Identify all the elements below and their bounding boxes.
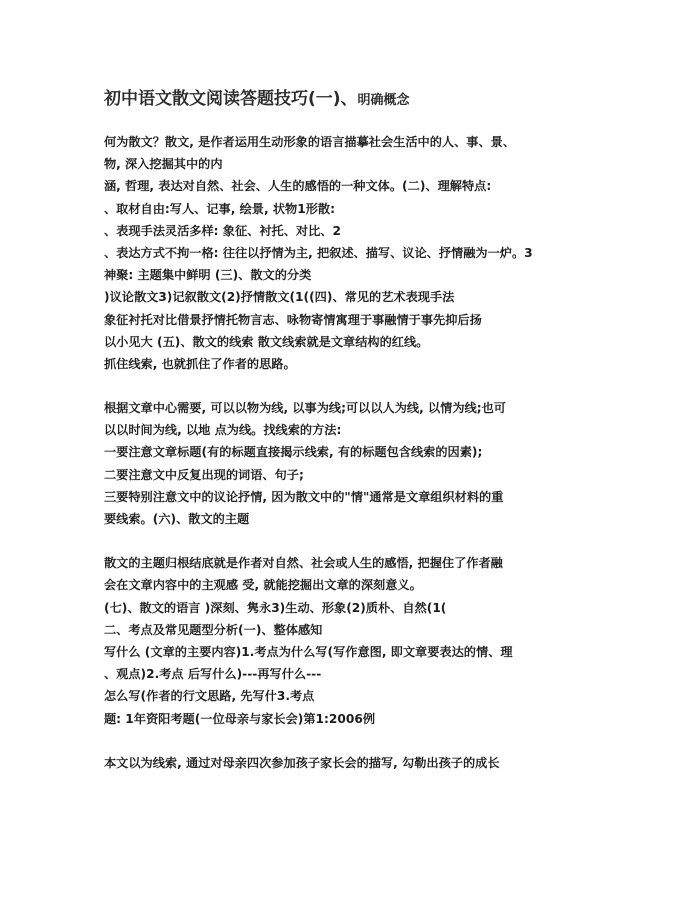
paragraph-example	[104, 752, 604, 774]
text-line: (七)、散文的语言 )深刻、隽永3)生动、形象(2)质朴、自然(1(	[104, 600, 447, 615]
text-line: 、表现手法灵活多样: 象征、衬托、对比、2	[104, 223, 341, 238]
paragraph-gap	[104, 375, 604, 397]
text-line: 怎么写(作者的行文思路, 先写什3.考点	[104, 689, 315, 704]
document-body	[104, 131, 604, 774]
text-line: 二要注意文中反复出现的词语、句子;	[104, 467, 304, 482]
text-line: )议论散文3)记叙散文(2)抒情散文(1((四)、常见的艺术表现手法	[104, 290, 455, 305]
text-line: 二、考点及常见题型分析(一)、整体感知	[104, 622, 323, 637]
text-line: 、表达方式不拘一格: 往往以抒情为主, 把叙述、描写、议论、抒情融为一炉。3	[104, 245, 533, 260]
document-title	[104, 84, 410, 109]
title-main: 初中语文散文阅读答题技巧(一)、	[104, 89, 358, 109]
text-line: 神聚: 主题集中鲜明 (三)、散文的分类	[104, 268, 312, 283]
paragraph-gap	[104, 530, 604, 552]
text-line: 本文以为线索, 通过对母亲四次参加孩子家长会的描写, 勾勒出孩子的成长	[104, 755, 500, 770]
paragraph-clues	[104, 397, 604, 530]
text-line: 以以时间为线, 以地 点为线。找线索的方法:	[104, 423, 342, 438]
text-line: 题: 1年资阳考题(一位母亲与家长会)第1:2006例	[104, 711, 376, 726]
text-line: 涵, 哲理, 表达对自然、社会、人生的感悟的一种文体。(二)、理解特点:	[104, 179, 492, 194]
text-line: 抓住线索, 也就抓住了作者的思路。	[104, 356, 296, 371]
paragraph-concepts	[104, 131, 604, 375]
paragraph-theme	[104, 552, 604, 730]
text-line: 物, 深入挖掘其中的内	[104, 157, 223, 172]
text-line: 象征衬托对比借景抒情托物言志、咏物寄情寓理于事融情于事先抑后扬	[104, 312, 482, 327]
text-line: 何为散文？散文, 是作者运用生动形象的语言描摹社会生活中的人、事、景、	[104, 135, 516, 149]
paragraph-gap	[104, 730, 604, 752]
text-line: 、取材自由:写人、记事, 绘景, 状物1形散:	[104, 201, 335, 216]
text-line: 根据文章中心需要, 可以以物为线, 以事为线;可以以人为线, 以情为线;也可	[104, 401, 506, 416]
text-line: 、观点)2.考点 后写什么)---再写什么---	[104, 667, 322, 682]
text-line: 三要特别注意文中的议论抒情, 因为散文中的"情"通常是文章组织材料的重	[104, 489, 504, 504]
text-line: 散文的主题归根结底就是作者对自然、社会或人生的感悟, 把握住了作者融	[104, 556, 503, 571]
text-line: 写什么 (文章的主要内容)1.考点为什么写(写作意图, 即文章要表达的情、理	[104, 644, 513, 659]
text-line: 一要注意文章标题(有的标题直接揭示线索, 有的标题包含线索的因素);	[104, 445, 483, 460]
text-line: 要线索。(六)、散文的主题	[104, 512, 250, 526]
title-suffix: 明确概念	[357, 93, 410, 108]
text-line: 以小见大 (五)、散文的线索 散文线索就是文章结构的红线。	[104, 334, 429, 349]
text-line: 会在文章内容中的主观感 受, 就能挖掘出文章的深刻意义。	[104, 578, 422, 593]
